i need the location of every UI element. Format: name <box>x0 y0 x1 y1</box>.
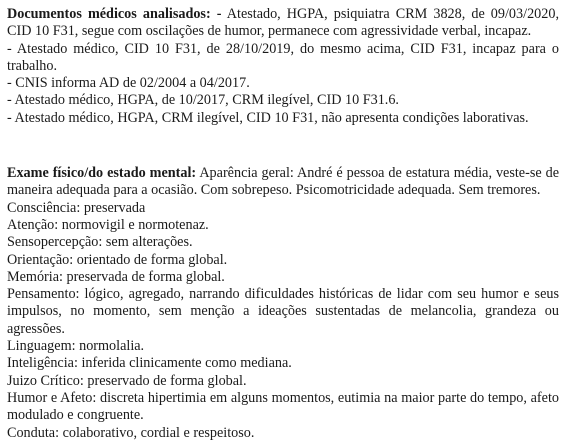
document-item: - Atestado médico, HGPA, de 10/2017, CRM ilegível, CID 10 F31.6. <box>7 92 399 109</box>
section-spacer <box>7 127 559 165</box>
document-item: - Atestado médico, HGPA, CRM ilegível, CID 10 F31, não apresenta condições laborativas. <box>7 109 529 126</box>
exam-line: Conduta: colaborativo, cordial e respeitoso. <box>7 424 255 441</box>
exam-line: Inteligência: inferida clinicamente como mediana. <box>7 355 292 372</box>
document-item: - Atestado médico, CID 10 F31, de 28/10/2019, do mesmo acima, CID F31, incapaz para o trabalho. <box>7 40 559 74</box>
exam-line: Pensamento: lógico, agregado, narrando dificuldades históricas de lidar com seu humor e seus impulsos, no momento, sem menção a ideações sustentadas de melancolia, grandeza ou agressões. <box>7 286 559 337</box>
exam-line: Juizo Crítico: preservado de forma global. <box>7 372 247 389</box>
exam-intro-text: Aparência geral: André é pessoa de estatura média, veste-se de maneira adequada para a ocasião. Com sobrepeso. Psicomotricidade adequada. Sem tremores. <box>7 165 559 199</box>
exam-line: Orientação: orientado de forma global. <box>7 251 228 268</box>
exam-line: Humor e Afeto: discreta hipertimia em alguns momentos, eutimia na maior parte do tempo, afeto modulado e congruente. <box>7 389 559 424</box>
exam-line: Memória: preservada de forma global. <box>7 268 225 285</box>
exam-line: Linguagem: normolalia. <box>7 338 145 355</box>
exam-line: Sensopercepção: sem alterações. <box>7 234 193 251</box>
exam-line: Atenção: normovigil e normotenaz. <box>7 216 209 233</box>
exam-intro-paragraph <box>7 165 559 200</box>
exam-section <box>7 165 559 442</box>
documents-section <box>7 6 559 127</box>
documents-heading: Documentos médicos analisados: - <box>7 6 222 22</box>
exam-heading: Exame físico/do estado mental: <box>7 165 197 182</box>
documents-first-text: Atestado, HGPA, psiquiatra CRM 3828, de 09/03/2020, CID 10 F31, segue com oscilações de humor, permanece com agressividade verbal, incapaz. <box>7 6 559 40</box>
documents-first-paragraph <box>7 6 559 41</box>
document-item: - CNIS informa AD de 02/2004 a 04/2017. <box>7 75 250 92</box>
exam-line: Consciência: preservada <box>7 199 146 216</box>
